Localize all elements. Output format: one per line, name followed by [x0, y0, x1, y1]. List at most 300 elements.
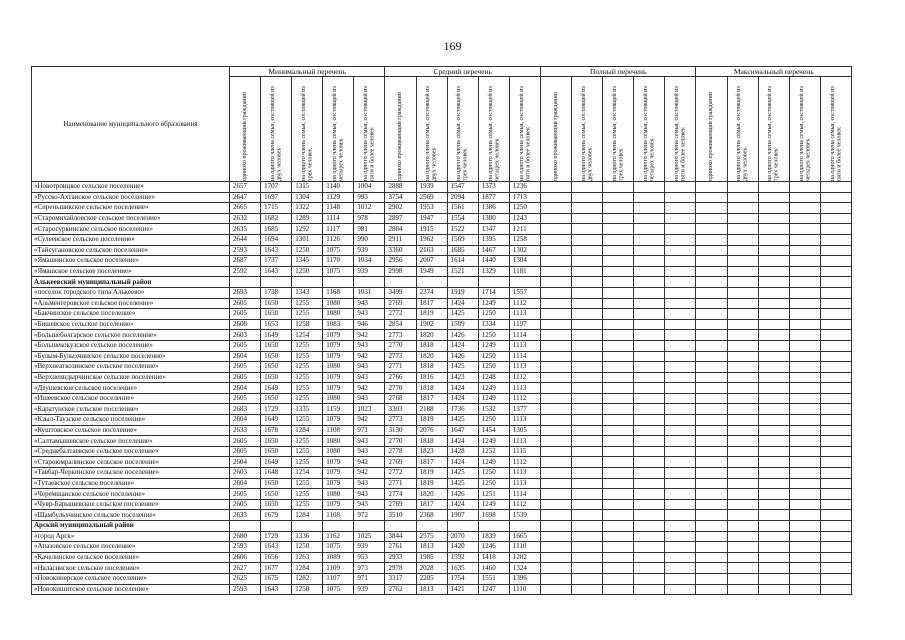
min-value-cell: 972 — [354, 510, 385, 521]
mid-value-cell: 1113 — [509, 362, 540, 373]
empty-cell — [540, 234, 571, 245]
min-value-cell: 1034 — [354, 256, 385, 267]
min-value-cell: 993 — [354, 192, 385, 203]
mid-value-cell: 1377 — [509, 404, 540, 415]
mid-value-cell: 1197 — [509, 319, 540, 330]
mid-value-cell: 1250 — [478, 468, 509, 479]
min-value-cell: 942 — [354, 457, 385, 468]
mid-value-cell: 1820 — [416, 489, 447, 500]
mid-value-cell: 1424 — [447, 298, 478, 309]
empty-cell — [727, 224, 758, 235]
empty-cell — [634, 298, 665, 309]
settlement-name: «Новокишитское сельское поселение» — [32, 584, 230, 595]
mid-value-cell: 1424 — [447, 436, 478, 447]
empty-cell — [665, 340, 696, 351]
empty-cell — [634, 319, 665, 330]
empty-cell — [820, 266, 851, 277]
mid-value-cell: 1114 — [509, 330, 540, 341]
settlement-name: «Новокинерское сельское поселение» — [32, 573, 230, 584]
empty-cell — [572, 393, 603, 404]
empty-cell — [820, 362, 851, 373]
min-value-cell: 1025 — [354, 531, 385, 542]
empty-cell — [820, 499, 851, 510]
empty-cell — [727, 362, 758, 373]
empty-cell — [789, 234, 820, 245]
min-value-cell: 2604 — [230, 383, 261, 394]
empty-cell — [727, 573, 758, 584]
empty-cell — [603, 319, 634, 330]
settlement-name: «Верхнеиндырчинское сельское поселение» — [32, 372, 230, 383]
min-value-cell: 1083 — [323, 319, 354, 330]
mid-value-cell: 2956 — [385, 256, 416, 267]
min-value-cell: 943 — [354, 298, 385, 309]
table-row — [32, 340, 852, 351]
empty-cell — [820, 573, 851, 584]
mid-value-cell: 3510 — [385, 510, 416, 521]
mid-value-cell: 1685 — [447, 245, 478, 256]
min-value-cell: 1255 — [292, 446, 323, 457]
empty-cell — [696, 489, 727, 500]
empty-cell — [727, 203, 758, 214]
settlement-name: «Черемшанское сельское поселение» — [32, 489, 230, 500]
empty-cell — [603, 330, 634, 341]
empty-cell — [540, 415, 571, 426]
empty-cell — [758, 203, 789, 214]
empty-cell — [478, 521, 509, 532]
min-value-cell: 1284 — [292, 563, 323, 574]
empty-cell — [665, 425, 696, 436]
empty-cell — [727, 468, 758, 479]
empty-cell — [572, 256, 603, 267]
min-value-cell: 1677 — [261, 563, 292, 574]
empty-cell — [603, 531, 634, 542]
min-value-cell: 1648 — [261, 468, 292, 479]
mid-value-cell: 1714 — [478, 287, 509, 298]
empty-cell — [696, 245, 727, 256]
empty-cell — [230, 277, 261, 288]
mid-value-cell: 1423 — [447, 372, 478, 383]
min-value-cell: 2632 — [230, 213, 261, 224]
min-value-cell: 2605 — [230, 446, 261, 457]
empty-cell — [727, 415, 758, 426]
empty-cell — [789, 415, 820, 426]
empty-cell — [540, 351, 571, 362]
empty-cell — [572, 277, 603, 288]
min-value-cell: 1315 — [292, 182, 323, 193]
mid-value-cell: 1181 — [509, 266, 540, 277]
min-value-cell: 1643 — [261, 542, 292, 553]
empty-cell — [758, 287, 789, 298]
table-row — [32, 415, 852, 426]
empty-cell — [540, 340, 571, 351]
empty-cell — [789, 266, 820, 277]
subcolumn-header: на одного члена семьи, состоящей из четырех человек — [323, 77, 354, 182]
empty-cell — [416, 277, 447, 288]
empty-cell — [261, 277, 292, 288]
empty-cell — [696, 372, 727, 383]
settlement-name: «Ямашинское сельское поселение» — [32, 256, 230, 267]
empty-cell — [603, 340, 634, 351]
mid-value-cell: 1424 — [447, 383, 478, 394]
min-value-cell: 943 — [354, 499, 385, 510]
empty-cell — [789, 309, 820, 320]
mid-value-cell: 1426 — [447, 351, 478, 362]
empty-cell — [727, 393, 758, 404]
min-value-cell: 2647 — [230, 192, 261, 203]
min-value-cell: 2665 — [230, 203, 261, 214]
empty-cell — [696, 425, 727, 436]
mid-value-cell: 1114 — [509, 489, 540, 500]
empty-cell — [758, 436, 789, 447]
table-row — [32, 309, 852, 320]
min-value-cell: 1089 — [323, 552, 354, 563]
table-row — [32, 182, 852, 193]
min-value-cell: 2627 — [230, 563, 261, 574]
empty-cell — [416, 521, 447, 532]
empty-cell — [385, 521, 416, 532]
mid-value-cell: 2773 — [385, 415, 416, 426]
empty-cell — [789, 457, 820, 468]
min-value-cell: 1643 — [261, 245, 292, 256]
min-value-cell: 1108 — [323, 510, 354, 521]
empty-cell — [572, 351, 603, 362]
mid-value-cell: 2761 — [385, 542, 416, 553]
mid-value-cell: 1592 — [447, 552, 478, 563]
min-value-cell: 2593 — [230, 245, 261, 256]
empty-cell — [572, 499, 603, 510]
empty-cell — [789, 552, 820, 563]
empty-cell — [727, 256, 758, 267]
empty-cell — [789, 298, 820, 309]
empty-cell — [758, 542, 789, 553]
min-value-cell: 1650 — [261, 436, 292, 447]
empty-cell — [634, 234, 665, 245]
mid-value-cell: 1819 — [416, 309, 447, 320]
empty-cell — [820, 234, 851, 245]
empty-cell — [758, 277, 789, 288]
empty-cell — [603, 489, 634, 500]
empty-cell — [292, 521, 323, 532]
empty-cell — [665, 521, 696, 532]
empty-cell — [820, 478, 851, 489]
district-name: Алькеевский муниципальный район — [32, 277, 230, 288]
min-value-cell: 2604 — [230, 478, 261, 489]
min-value-cell: 1075 — [323, 542, 354, 553]
empty-cell — [540, 256, 571, 267]
empty-cell — [665, 436, 696, 447]
mid-value-cell: 1713 — [509, 192, 540, 203]
empty-cell — [540, 521, 571, 532]
mid-value-cell: 1425 — [447, 478, 478, 489]
mid-value-cell: 1440 — [478, 256, 509, 267]
empty-cell — [665, 256, 696, 267]
min-value-cell: 1729 — [261, 531, 292, 542]
table-row — [32, 446, 852, 457]
mid-value-cell: 1813 — [416, 584, 447, 595]
empty-cell — [634, 404, 665, 415]
table-row — [32, 393, 852, 404]
empty-cell — [696, 224, 727, 235]
subcolumn-header: на одного члена семьи, состоящей из трех человек — [758, 77, 789, 182]
empty-cell — [603, 542, 634, 553]
settlement-name: «Наласинское сельское поселение» — [32, 563, 230, 574]
mid-value-cell: 1698 — [478, 510, 509, 521]
empty-cell — [540, 573, 571, 584]
empty-cell — [789, 478, 820, 489]
settlement-name: «Тайсугановское сельское поселение» — [32, 245, 230, 256]
mid-value-cell: 1839 — [478, 531, 509, 542]
empty-cell — [540, 457, 571, 468]
empty-cell — [820, 224, 851, 235]
settlement-name: «Тавбар-Черкинское сельское поселение» — [32, 468, 230, 479]
min-value-cell: 1170 — [323, 256, 354, 267]
empty-cell — [696, 340, 727, 351]
settlement-name: «Ишеевское сельское поселение» — [32, 393, 230, 404]
mid-value-cell: 1250 — [478, 330, 509, 341]
mid-value-cell: 1250 — [478, 415, 509, 426]
empty-cell — [634, 182, 665, 193]
min-value-cell: 971 — [354, 425, 385, 436]
mid-value-cell: 2769 — [385, 499, 416, 510]
table-row — [32, 468, 852, 479]
empty-cell — [603, 584, 634, 595]
subcolumn-header: на одного члена семьи, состоящей из двух человек — [261, 77, 292, 182]
min-value-cell: 2605 — [230, 393, 261, 404]
mid-value-cell: 1820 — [416, 351, 447, 362]
min-value-cell: 1301 — [292, 234, 323, 245]
mid-value-cell: 1282 — [509, 552, 540, 563]
empty-cell — [572, 542, 603, 553]
mid-value-cell: 1249 — [478, 457, 509, 468]
table-row — [32, 478, 852, 489]
empty-cell — [665, 309, 696, 320]
min-value-cell: 1129 — [323, 192, 354, 203]
mid-value-cell: 1251 — [478, 489, 509, 500]
empty-cell — [665, 404, 696, 415]
subcolumn-header: на одного члена семьи, состоящей из двух человек — [727, 77, 758, 182]
min-value-cell: 943 — [354, 362, 385, 373]
empty-cell — [665, 478, 696, 489]
min-value-cell: 1079 — [323, 478, 354, 489]
mid-value-cell: 1819 — [416, 468, 447, 479]
empty-cell — [820, 372, 851, 383]
mid-value-cell: 2854 — [385, 319, 416, 330]
empty-cell — [634, 287, 665, 298]
empty-cell — [727, 330, 758, 341]
empty-cell — [447, 521, 478, 532]
empty-cell — [820, 309, 851, 320]
min-value-cell: 2605 — [230, 309, 261, 320]
empty-cell — [572, 521, 603, 532]
empty-cell — [820, 436, 851, 447]
empty-cell — [696, 468, 727, 479]
empty-cell — [820, 563, 851, 574]
mid-value-cell: 1939 — [416, 182, 447, 193]
empty-cell — [603, 213, 634, 224]
empty-cell — [572, 563, 603, 574]
mid-value-cell: 1817 — [416, 393, 447, 404]
min-value-cell: 942 — [354, 468, 385, 479]
settlement-name: «Качелинское сельское поселение» — [32, 552, 230, 563]
mid-value-cell: 1820 — [416, 330, 447, 341]
empty-cell — [727, 552, 758, 563]
empty-cell — [634, 542, 665, 553]
min-value-cell: 1255 — [292, 383, 323, 394]
empty-cell — [634, 573, 665, 584]
mid-value-cell: 1211 — [509, 224, 540, 235]
empty-cell — [665, 298, 696, 309]
mid-value-cell: 1424 — [447, 340, 478, 351]
empty-cell — [820, 192, 851, 203]
min-value-cell: 1140 — [323, 182, 354, 193]
mid-value-cell: 2773 — [385, 351, 416, 362]
empty-cell — [696, 266, 727, 277]
empty-cell — [696, 478, 727, 489]
min-value-cell: 2593 — [230, 542, 261, 553]
mid-value-cell: 1373 — [478, 182, 509, 193]
settlement-name: «Тутаевское сельское поселение» — [32, 478, 230, 489]
table-row — [32, 287, 852, 298]
empty-cell — [634, 256, 665, 267]
empty-cell — [634, 203, 665, 214]
mid-value-cell: 1818 — [416, 436, 447, 447]
mid-value-cell: 1818 — [416, 362, 447, 373]
empty-cell — [758, 372, 789, 383]
mid-value-cell: 1736 — [447, 404, 478, 415]
min-value-cell: 943 — [354, 309, 385, 320]
empty-cell — [665, 584, 696, 595]
empty-cell — [789, 521, 820, 532]
min-value-cell: 1650 — [261, 499, 292, 510]
min-value-cell: 1023 — [354, 404, 385, 415]
empty-cell — [572, 510, 603, 521]
mid-value-cell: 1569 — [447, 234, 478, 245]
empty-cell — [727, 425, 758, 436]
empty-cell — [727, 372, 758, 383]
empty-cell — [603, 277, 634, 288]
empty-cell — [727, 478, 758, 489]
empty-cell — [572, 192, 603, 203]
empty-cell — [603, 287, 634, 298]
min-value-cell: 943 — [354, 340, 385, 351]
empty-cell — [603, 182, 634, 193]
min-value-cell: 1250 — [292, 584, 323, 595]
min-value-cell: 1738 — [261, 287, 292, 298]
settlement-name: «Каратунское сельское поселение» — [32, 404, 230, 415]
min-value-cell: 1649 — [261, 383, 292, 394]
empty-cell — [540, 330, 571, 341]
min-value-cell: 973 — [354, 563, 385, 574]
empty-cell — [665, 510, 696, 521]
empty-cell — [789, 213, 820, 224]
mid-value-cell: 2368 — [416, 510, 447, 521]
empty-cell — [727, 340, 758, 351]
mid-value-cell: 2770 — [385, 340, 416, 351]
mid-value-cell: 1947 — [416, 213, 447, 224]
empty-cell — [789, 383, 820, 394]
empty-cell — [665, 415, 696, 426]
min-value-cell: 1080 — [323, 362, 354, 373]
empty-cell — [665, 182, 696, 193]
empty-cell — [634, 362, 665, 373]
min-value-cell: 1697 — [261, 192, 292, 203]
empty-cell — [696, 330, 727, 341]
mid-value-cell: 1953 — [416, 203, 447, 214]
empty-cell — [820, 319, 851, 330]
empty-cell — [727, 277, 758, 288]
min-value-cell: 953 — [354, 552, 385, 563]
min-value-cell: 1079 — [323, 372, 354, 383]
min-value-cell: 1079 — [323, 383, 354, 394]
empty-cell — [789, 362, 820, 373]
empty-cell — [603, 372, 634, 383]
empty-cell — [665, 319, 696, 330]
min-value-cell: 1255 — [292, 415, 323, 426]
empty-cell — [540, 436, 571, 447]
empty-cell — [758, 446, 789, 457]
min-value-cell: 1729 — [261, 404, 292, 415]
empty-cell — [634, 425, 665, 436]
empty-cell — [758, 552, 789, 563]
empty-cell — [820, 213, 851, 224]
empty-cell — [634, 510, 665, 521]
empty-cell — [820, 457, 851, 468]
min-value-cell: 1255 — [292, 499, 323, 510]
mid-value-cell: 3499 — [385, 287, 416, 298]
mid-value-cell: 1112 — [509, 393, 540, 404]
empty-cell — [696, 531, 727, 542]
subcolumn-header: на одного члена семьи, состоящей из двух человек — [572, 77, 603, 182]
subsistence-minimum-table — [31, 66, 852, 595]
empty-cell — [696, 383, 727, 394]
empty-cell — [665, 383, 696, 394]
min-value-cell: 1649 — [261, 415, 292, 426]
empty-cell — [634, 415, 665, 426]
min-value-cell: 1079 — [323, 468, 354, 479]
min-value-cell: 943 — [354, 478, 385, 489]
mid-value-cell: 1380 — [478, 213, 509, 224]
empty-cell — [603, 192, 634, 203]
min-value-cell: 2592 — [230, 266, 261, 277]
empty-cell — [603, 298, 634, 309]
empty-cell — [572, 489, 603, 500]
mid-value-cell: 1115 — [509, 446, 540, 457]
min-value-cell: 1250 — [292, 542, 323, 553]
empty-cell — [727, 234, 758, 245]
name-column-header: Наименование муниципального образования — [32, 67, 230, 182]
mid-value-cell: 1614 — [447, 256, 478, 267]
min-value-cell: 1080 — [323, 309, 354, 320]
empty-cell — [572, 383, 603, 394]
empty-cell — [323, 521, 354, 532]
empty-cell — [758, 213, 789, 224]
empty-cell — [572, 298, 603, 309]
min-value-cell: 1649 — [261, 457, 292, 468]
empty-cell — [665, 330, 696, 341]
empty-cell — [634, 584, 665, 595]
empty-cell — [696, 563, 727, 574]
mid-value-cell: 2769 — [385, 298, 416, 309]
min-value-cell: 2605 — [230, 362, 261, 373]
mid-value-cell: 1467 — [478, 245, 509, 256]
table-row — [32, 372, 852, 383]
min-value-cell: 1079 — [323, 351, 354, 362]
empty-cell — [696, 584, 727, 595]
empty-cell — [696, 446, 727, 457]
mid-value-cell: 1426 — [447, 330, 478, 341]
mid-value-cell: 1817 — [416, 298, 447, 309]
table-row — [32, 351, 852, 362]
